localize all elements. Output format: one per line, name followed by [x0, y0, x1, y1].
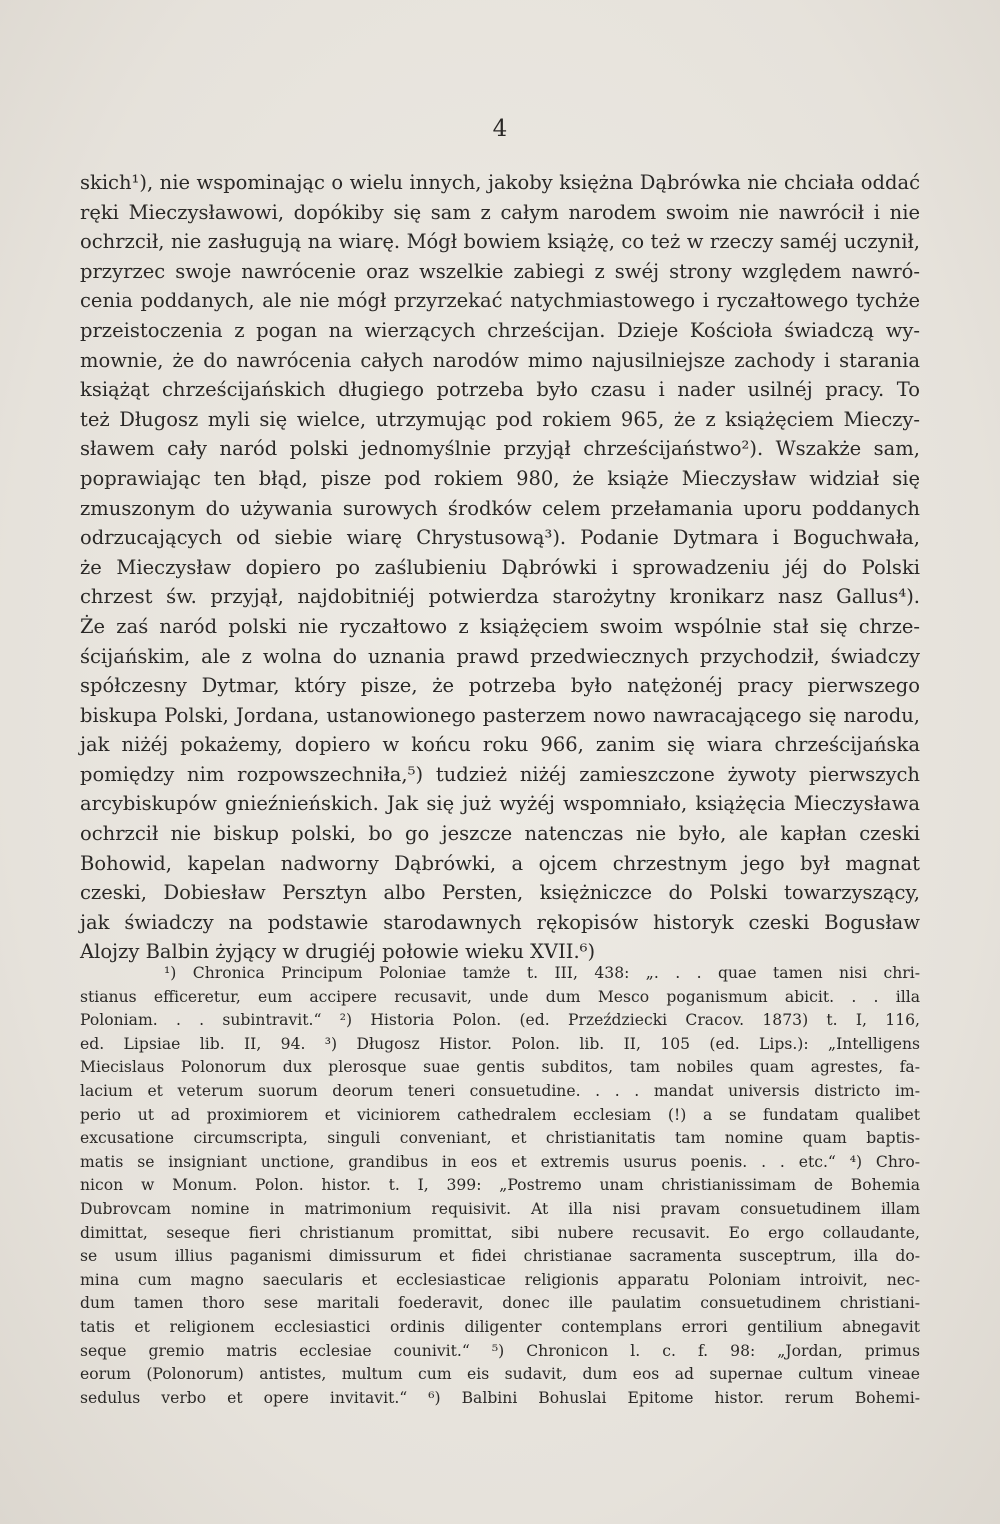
footnote-line: mina cum magno saecularis et ecclesiasticae religionis apparatu Poloniam introivit, nec- — [80, 1270, 920, 1289]
footnotes — [80, 962, 920, 1410]
footnote-line: eorum (Polonorum) antistes, multum cum eis sudavit, dum eos ad supernae cultum vineae — [80, 1365, 920, 1384]
footnote-line: sedulus verbo et opere invitavit.“ ⁶) Balbini Bohuslai Epitome histor. rerum Bohemi- — [80, 1388, 920, 1407]
text-line: poprawiając ten błąd, pisze pod rokiem 980, że książe Mieczysław widział się — [80, 466, 920, 490]
footnote-line: tatis et religionem ecclesiastici ordinis diligenter contemplans errori gentilium abnegavit — [80, 1317, 920, 1336]
footnote-line: perio ut ad proximiorem et viciniorem cathedralem ecclesiam (!) a se fundatam qualibet — [80, 1105, 920, 1124]
footnote-line: matis se insigniant unctione, grandibus in eos et extremis usurus poenis. . . etc.“ ⁴) Chro- — [80, 1152, 920, 1171]
footnote-line: ed. Lipsiae lib. II, 94. ³) Długosz Histor. Polon. lib. II, 105 (ed. Lips.): „Intelligens — [80, 1034, 920, 1053]
text-line: spółczesny Dytmar, który pisze, że potrzeba było natężonéj pracy pierwszego — [80, 674, 920, 698]
text-line: arcybiskupów gnieźnieńskich. Jak się już wyżéj wspomniało, książęcia Mieczysława — [80, 792, 920, 816]
text-line: przeistoczenia z pogan na wierzących chrześcijan. Dzieje Kościoła świadczą wy- — [80, 318, 920, 342]
text-line: odrzucających od siebie wiarę Chrystusową³). Podanie Dytmara i Boguchwała, — [80, 526, 920, 550]
text-line: Bohowid, kapelan nadworny Dąbrówki, a ojcem chrzestnym jego był magnat — [80, 851, 920, 875]
text-line: przyrzec swoje nawrócenie oraz wszelkie zabiegi z swéj strony względem nawró- — [80, 259, 920, 283]
text-line: czeski, Dobiesław Persztyn albo Persten, księżniczce do Polski towarzyszący, — [80, 881, 920, 905]
text-line: chrzest św. przyjął, najdobitniéj potwierdza starożytny kronikarz nasz Gallus⁴). — [80, 585, 920, 609]
text-line: Alojzy Balbin żyjący w drugiéj połowie wieku XVII.⁶) — [80, 940, 596, 964]
footnote-line: excusatione circumscripta, singuli conveniant, et christianitatis tam nomine quam baptis- — [80, 1129, 920, 1148]
text-line: skich¹), nie wspominając o wielu innych, jakoby księżna Dąbrówka nie chciała oddać — [80, 171, 920, 194]
page-number: 4 — [492, 116, 508, 142]
footnote-line: Poloniam. . . subintravit.“ ²) Historia Polon. (ed. Przeździecki Cracov. 1873) t. I, 116, — [80, 1011, 920, 1030]
text-line: Że zaś naród polski nie ryczałtowo z książęciem swoim wspólnie stał się chrze- — [80, 614, 920, 638]
text-line: ręki Mieczysławowi, dopókiby się sam z całym narodem swoim nie nawrócił i nie — [80, 200, 920, 224]
footnote-line: nicon w Monum. Polon. histor. t. I, 399: „Postremo unam christianissimam de Bohemia — [80, 1176, 920, 1195]
text-line: pomiędzy nim rozpowszechniła,⁵) tudzież niżéj zamieszczone żywoty pierwszych — [80, 762, 920, 786]
text-line: ochrzcił, nie zasługują na wiarę. Mógł bowiem książę, co też w rzeczy saméj uczynił, — [80, 230, 920, 254]
footnote-line: se usum illius paganismi dimissurum et fidei christianae sacramenta susceptrum, illa do- — [80, 1247, 920, 1266]
text-line: ścijańskim, ale z wolna do uznania prawd przedwiecznych przychodził, świadczy — [80, 644, 920, 668]
footnote-line: Dubrovcam nomine in matrimonium requisivit. At illa nisi pravam consuetudinem illam — [80, 1199, 920, 1218]
footnote-line: dum tamen thoro sese maritali foederavit, donec ille paulatim consuetudinem christiani- — [80, 1294, 920, 1313]
text-line: też Długosz myli się wielce, utrzymując pod rokiem 965, że z książęciem Mieczy- — [80, 407, 920, 431]
text-line: książąt chrześcijańskich długiego potrzeba było czasu i nader usilnéj pracy. To — [80, 378, 920, 402]
text-line: jak świadczy na podstawie starodawnych rękopisów historyk czeski Bogusław — [80, 910, 920, 934]
footnote-line: lacium et veterum suorum deorum teneri consuetudine. . . . mandat universis districto im- — [80, 1081, 920, 1100]
footnote-line: Miecislaus Polonorum dux plerosque suae gentis subditos, tam nobiles quam agrestes, fa- — [80, 1058, 920, 1077]
text-line: że Mieczysław dopiero po zaślubieniu Dąbrówki i sprowadzeniu jéj do Polski — [80, 555, 920, 579]
footnote-line: seque gremio matris ecclesiae counivit.“ ⁵) Chronicon l. c. f. 98: „Jordan, primus — [80, 1341, 920, 1360]
text-line: sławem cały naród polski jednomyślnie przyjął chrześcijaństwo²). Wszakże sam, — [80, 437, 920, 461]
footnote-line: dimittat, seseque fieri christianum promittat, sibi nubere recusavit. Eo ergo collaudante, — [80, 1223, 920, 1242]
text-line: ochrzcił nie biskup polski, bo go jeszcze natenczas nie było, ale kapłan czeski — [80, 822, 920, 846]
text-line: cenia poddanych, ale nie mógł przyrzekać natychmiastowego i ryczałtowego tychże — [80, 289, 920, 313]
footnote-line: stianus efficeretur, eum accipere recusavit, unde dum Mesco poganismum abicit. . . illa — [80, 987, 920, 1006]
text-line: biskupa Polski, Jordana, ustanowionego pasterzem nowo nawracającego się narodu, — [80, 703, 920, 727]
text-line: jak niżéj pokażemy, dopiero w końcu roku 966, zanim się wiara chrześcijańska — [80, 733, 920, 757]
text-line: zmuszonym do używania surowych środków celem przełamania uporu poddanych — [80, 496, 920, 520]
footnote-line: ¹) Chronica Principum Poloniae tamże t. III, 438: „. . . quae tamen nisi chri- — [164, 964, 920, 982]
text-line: mownie, że do nawrócenia całych narodów mimo najusilniejsze zachody i starania — [80, 348, 920, 372]
main-text — [80, 168, 920, 967]
